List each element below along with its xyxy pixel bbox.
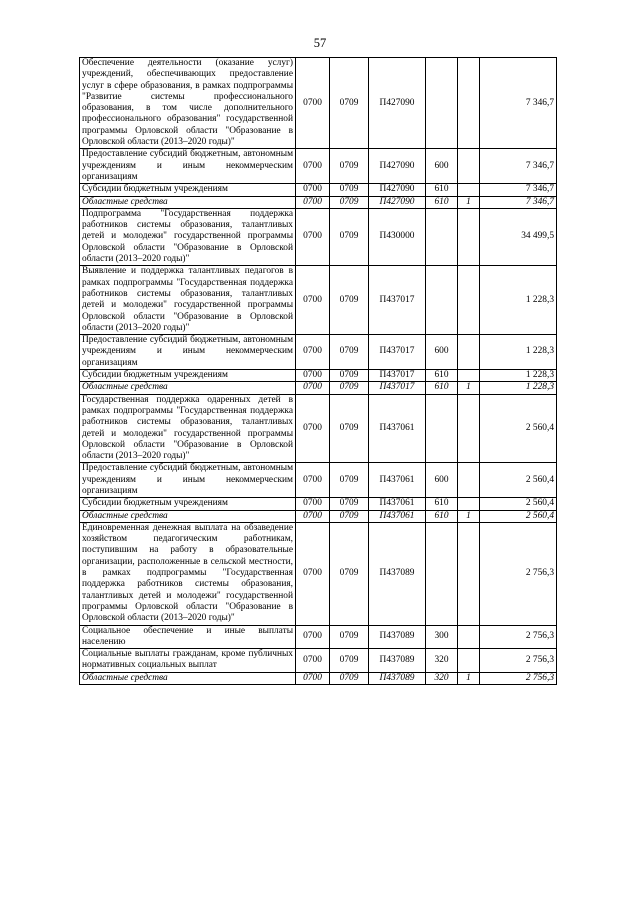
subsection-code-cell: 0709: [330, 370, 369, 382]
amount-cell: 1 228,3: [480, 266, 557, 335]
row-name-cell: Выявление и поддержка талантливых педагогов в рамках подпрограммы "Государственная поддержка работников системы образования, талантливых детей и молодежи" государственной программы Орловской области "Образование в Орловской области (2013–2020 годы)": [80, 266, 296, 335]
amount-cell: 34 499,5: [480, 208, 557, 265]
section-code-cell: 0700: [296, 149, 330, 184]
funding-source-cell: [458, 370, 480, 382]
section-code-cell: 0700: [296, 196, 330, 208]
row-name-cell: Единовременная денежная выплата на обзаведение хозяйством педагогическим работникам, поступившим на работу в образовательные организации, расположенные в сельской местности, в рамках подпрограммы "Государственная поддержка работников системы образования, талантливых детей и молодежи" государственной программы Орловской области "Образование в Орловской области (2013–2020 годы)": [80, 522, 296, 625]
row-name-cell: Областные средства: [80, 382, 296, 394]
target-article-cell: П427090: [369, 184, 426, 196]
target-article-cell: П427090: [369, 149, 426, 184]
budget-table-body: [80, 58, 557, 685]
table-row: [80, 625, 557, 649]
row-name-cell: Субсидии бюджетным учреждениям: [80, 184, 296, 196]
target-article-cell: П437017: [369, 370, 426, 382]
section-code-cell: 0700: [296, 672, 330, 684]
table-row: [80, 672, 557, 684]
table-row: [80, 463, 557, 498]
amount-cell: 2 560,4: [480, 498, 557, 510]
expense-type-cell: 600: [426, 335, 458, 370]
row-name-cell: Областные средства: [80, 672, 296, 684]
expense-type-cell: 600: [426, 463, 458, 498]
table-row: [80, 335, 557, 370]
target-article-cell: П437061: [369, 498, 426, 510]
target-article-cell: П437017: [369, 335, 426, 370]
subsection-code-cell: 0709: [330, 149, 369, 184]
table-row: [80, 510, 557, 522]
subsection-code-cell: 0709: [330, 672, 369, 684]
row-name-cell: Обеспечение деятельности (оказание услуг) учреждений, обеспечивающих предоставление услуг в сфере образования, в рамках подпрограммы "Развитие системы профессионального образования, в том числе дополнительного профессионального образования" государственной программы Орловской области "Образование в Орловской области (2013–2020 годы)": [80, 58, 296, 149]
expense-type-cell: 600: [426, 149, 458, 184]
target-article-cell: П437089: [369, 672, 426, 684]
table-row: [80, 196, 557, 208]
funding-source-cell: [458, 335, 480, 370]
row-name-cell: Предоставление субсидий бюджетным, автономным учреждениям и иным некоммерческим организациям: [80, 149, 296, 184]
funding-source-cell: 1: [458, 510, 480, 522]
table-row: [80, 498, 557, 510]
table-row: [80, 184, 557, 196]
expense-type-cell: 610: [426, 510, 458, 522]
funding-source-cell: [458, 522, 480, 625]
target-article-cell: П430000: [369, 208, 426, 265]
section-code-cell: 0700: [296, 370, 330, 382]
expense-type-cell: [426, 58, 458, 149]
amount-cell: 2 560,4: [480, 463, 557, 498]
funding-source-cell: 1: [458, 382, 480, 394]
table-row: [80, 58, 557, 149]
target-article-cell: П437089: [369, 625, 426, 649]
subsection-code-cell: 0709: [330, 208, 369, 265]
funding-source-cell: [458, 649, 480, 673]
funding-source-cell: 1: [458, 196, 480, 208]
amount-cell: 1 228,3: [480, 370, 557, 382]
subsection-code-cell: 0709: [330, 522, 369, 625]
amount-cell: 2 560,4: [480, 394, 557, 463]
subsection-code-cell: 0709: [330, 394, 369, 463]
target-article-cell: П437061: [369, 510, 426, 522]
table-row: [80, 208, 557, 265]
row-name-cell: Социальное обеспечение и иные выплаты населению: [80, 625, 296, 649]
amount-cell: 7 346,7: [480, 196, 557, 208]
subsection-code-cell: 0709: [330, 335, 369, 370]
section-code-cell: 0700: [296, 522, 330, 625]
row-name-cell: Субсидии бюджетным учреждениям: [80, 498, 296, 510]
target-article-cell: П427090: [369, 58, 426, 149]
table-row: [80, 266, 557, 335]
section-code-cell: 0700: [296, 498, 330, 510]
subsection-code-cell: 0709: [330, 625, 369, 649]
expense-type-cell: [426, 266, 458, 335]
table-row: [80, 649, 557, 673]
subsection-code-cell: 0709: [330, 196, 369, 208]
subsection-code-cell: 0709: [330, 463, 369, 498]
table-row: [80, 149, 557, 184]
section-code-cell: 0700: [296, 266, 330, 335]
funding-source-cell: [458, 58, 480, 149]
row-name-cell: Областные средства: [80, 510, 296, 522]
subsection-code-cell: 0709: [330, 184, 369, 196]
row-name-cell: Подпрограмма "Государственная поддержка работников системы образования, талантливых детей и молодежи" государственной программы Орловской области "Образование в Орловской области (2013–2020 годы)": [80, 208, 296, 265]
funding-source-cell: 1: [458, 672, 480, 684]
row-name-cell: Предоставление субсидий бюджетным, автономным учреждениям и иным некоммерческим организациям: [80, 335, 296, 370]
section-code-cell: 0700: [296, 208, 330, 265]
section-code-cell: 0700: [296, 649, 330, 673]
amount-cell: 1 228,3: [480, 335, 557, 370]
budget-table: [79, 57, 557, 685]
section-code-cell: 0700: [296, 184, 330, 196]
section-code-cell: 0700: [296, 510, 330, 522]
amount-cell: 2 560,4: [480, 510, 557, 522]
expense-type-cell: 320: [426, 649, 458, 673]
funding-source-cell: [458, 266, 480, 335]
amount-cell: 2 756,3: [480, 672, 557, 684]
amount-cell: 7 346,7: [480, 184, 557, 196]
subsection-code-cell: 0709: [330, 649, 369, 673]
subsection-code-cell: 0709: [330, 266, 369, 335]
table-row: [80, 370, 557, 382]
section-code-cell: 0700: [296, 382, 330, 394]
subsection-code-cell: 0709: [330, 498, 369, 510]
subsection-code-cell: 0709: [330, 58, 369, 149]
funding-source-cell: [458, 498, 480, 510]
funding-source-cell: [458, 394, 480, 463]
row-name-cell: Субсидии бюджетным учреждениям: [80, 370, 296, 382]
row-name-cell: Социальные выплаты гражданам, кроме публичных нормативных социальных выплат: [80, 649, 296, 673]
section-code-cell: 0700: [296, 463, 330, 498]
target-article-cell: П427090: [369, 196, 426, 208]
expense-type-cell: 300: [426, 625, 458, 649]
expense-type-cell: [426, 522, 458, 625]
amount-cell: 2 756,3: [480, 649, 557, 673]
expense-type-cell: [426, 208, 458, 265]
funding-source-cell: [458, 208, 480, 265]
expense-type-cell: 610: [426, 498, 458, 510]
expense-type-cell: 610: [426, 196, 458, 208]
row-name-cell: Предоставление субсидий бюджетным, автономным учреждениям и иным некоммерческим организациям: [80, 463, 296, 498]
row-name-cell: Государственная поддержка одаренных детей в рамках подпрограммы "Государственная поддержка работников системы образования, талантливых детей и молодежи" государственной программы Орловской области "Образование в Орловской области (2013–2020 годы)": [80, 394, 296, 463]
expense-type-cell: [426, 394, 458, 463]
expense-type-cell: 320: [426, 672, 458, 684]
section-code-cell: 0700: [296, 625, 330, 649]
target-article-cell: П437017: [369, 266, 426, 335]
funding-source-cell: [458, 463, 480, 498]
funding-source-cell: [458, 149, 480, 184]
table-row: [80, 522, 557, 625]
subsection-code-cell: 0709: [330, 382, 369, 394]
section-code-cell: 0700: [296, 335, 330, 370]
funding-source-cell: [458, 184, 480, 196]
amount-cell: 1 228,3: [480, 382, 557, 394]
expense-type-cell: 610: [426, 184, 458, 196]
target-article-cell: П437017: [369, 382, 426, 394]
amount-cell: 2 756,3: [480, 522, 557, 625]
target-article-cell: П437061: [369, 463, 426, 498]
amount-cell: 7 346,7: [480, 58, 557, 149]
target-article-cell: П437089: [369, 522, 426, 625]
section-code-cell: 0700: [296, 394, 330, 463]
target-article-cell: П437089: [369, 649, 426, 673]
expense-type-cell: 610: [426, 370, 458, 382]
section-code-cell: 0700: [296, 58, 330, 149]
expense-type-cell: 610: [426, 382, 458, 394]
funding-source-cell: [458, 625, 480, 649]
amount-cell: 7 346,7: [480, 149, 557, 184]
target-article-cell: П437061: [369, 394, 426, 463]
subsection-code-cell: 0709: [330, 510, 369, 522]
table-row: [80, 382, 557, 394]
page-number: 57: [313, 36, 327, 50]
table-row: [80, 394, 557, 463]
row-name-cell: Областные средства: [80, 196, 296, 208]
amount-cell: 2 756,3: [480, 625, 557, 649]
